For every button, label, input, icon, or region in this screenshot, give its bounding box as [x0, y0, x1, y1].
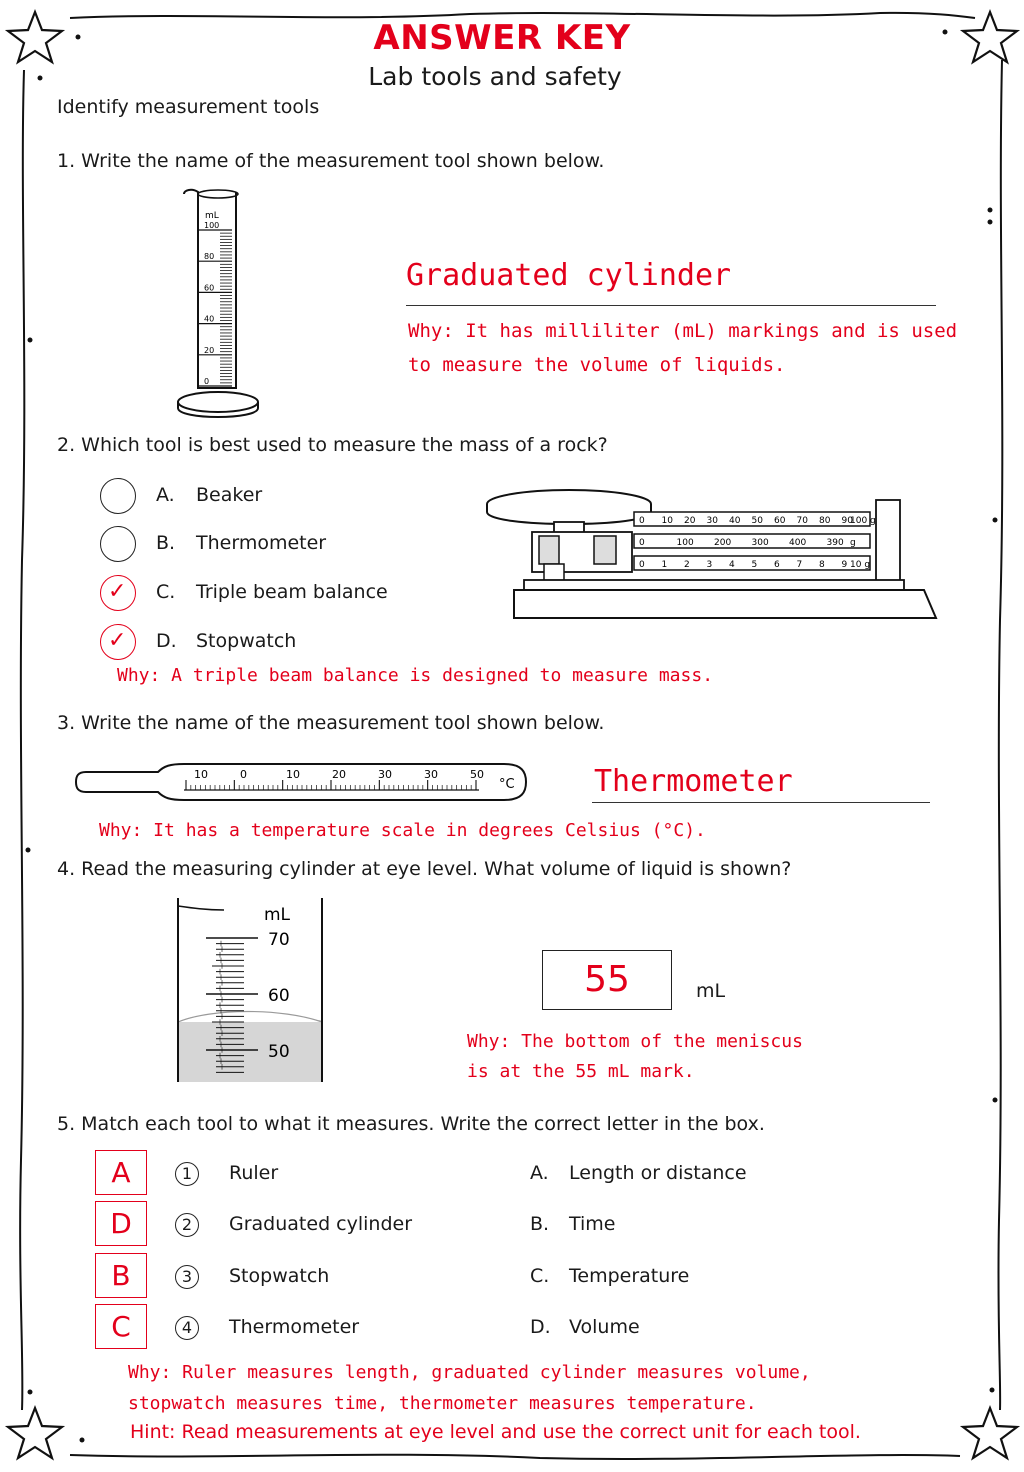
checkmark-icon: ✓: [108, 579, 127, 604]
cylinder-unit-label: mL: [205, 211, 219, 221]
cylinder-tick-label: 0: [204, 377, 210, 386]
triple-beam-balance-illustration: [484, 488, 940, 624]
beam-scale-label: 100 g: [850, 516, 876, 526]
thermometer-scale-label: 20: [332, 768, 346, 781]
q2-why: Why: A triple beam balance is designed to measure mass.: [117, 665, 714, 686]
cylinder-closeup-labels: [268, 930, 290, 1062]
answer-bubble[interactable]: [100, 478, 136, 514]
match-option-text: Temperature: [569, 1265, 690, 1287]
cylinder-tick-label: 100: [204, 221, 220, 230]
beam-scale-label: 0: [639, 560, 645, 570]
q4-answer-box: [542, 950, 672, 1010]
beam-scale-label: 7: [796, 560, 803, 570]
match-answer-box[interactable]: A: [95, 1150, 147, 1195]
beam-scale-label: 8: [819, 560, 825, 570]
option-text: Thermometer: [196, 532, 327, 554]
beam-scale-label: 3: [706, 560, 713, 570]
q2-prompt: 2. Which tool is best used to measure the mass of a rock?: [57, 434, 608, 456]
q5-why-line2: stopwatch measures time, thermometer measures temperature.: [128, 1393, 757, 1414]
cylinder-closeup-unit: mL: [264, 905, 291, 925]
item-number: 1: [175, 1162, 199, 1186]
cylinder-closeup-label: 50: [268, 1042, 290, 1062]
beam-scale-label: 90: [841, 516, 853, 526]
cylinder-tick-label: 60: [204, 283, 215, 293]
option-text: Triple beam balance: [196, 581, 388, 603]
tool-name: Graduated cylinder: [229, 1213, 413, 1235]
option-text: Stopwatch: [196, 630, 297, 652]
q3-answer-line: [592, 802, 930, 803]
cylinder-ticks: [198, 221, 232, 386]
beam-scale-label: 5: [751, 560, 758, 570]
match-option-letter: C.: [530, 1265, 550, 1287]
cylinder-tick-label: 40: [204, 314, 215, 324]
q1-why-line1: Why: It has milliliter (mL) markings and is used: [408, 320, 958, 342]
q1-why-line2: to measure the volume of liquids.: [408, 354, 786, 376]
item-number: 4: [175, 1316, 199, 1340]
match-answer-box[interactable]: B: [95, 1253, 147, 1298]
answer-bubble[interactable]: [100, 526, 136, 562]
thermometer-unit: °C: [499, 777, 515, 792]
thermometer-scale-label: 10: [194, 768, 208, 781]
beam-scale-label: 400: [789, 538, 807, 548]
beam-scale-label: 80: [819, 516, 831, 526]
cylinder-closeup-label: 70: [268, 930, 290, 950]
tool-name: Stopwatch: [229, 1265, 330, 1287]
beam-scale-label: 0: [639, 538, 645, 548]
q5-prompt: 5. Match each tool to what it measures. Write the correct letter in the box.: [57, 1113, 765, 1135]
option-text: Beaker: [196, 484, 263, 506]
tool-name: Ruler: [229, 1162, 279, 1184]
option-letter: B.: [156, 532, 176, 554]
beam-scale-label: 6: [774, 560, 780, 570]
section-heading: Identify measurement tools: [57, 96, 320, 118]
beam-scale-label: 40: [729, 516, 741, 526]
beam-scale-label: 60: [774, 516, 786, 526]
beam-scale-label: 30: [706, 516, 718, 526]
match-option-letter: D.: [530, 1316, 551, 1338]
q3-prompt: 3. Write the name of the measurement tool shown below.: [57, 712, 605, 734]
checkmark-icon: ✓: [108, 628, 127, 653]
option-letter: A.: [156, 484, 175, 506]
match-answer-box[interactable]: C: [95, 1304, 147, 1349]
q1-answer: Graduated cylinder: [406, 258, 732, 293]
item-number: 3: [175, 1265, 199, 1289]
thermometer-illustration: [74, 760, 530, 804]
beam-scale-label: 200: [714, 538, 732, 548]
thermometer-scale-label: 10: [286, 768, 300, 781]
match-option-text: Time: [569, 1213, 616, 1235]
beam-scale-label: 20: [684, 516, 696, 526]
match-option-letter: A.: [530, 1162, 549, 1184]
beam-scale-label: 10: [661, 516, 673, 526]
match-answer-box[interactable]: D: [95, 1201, 147, 1246]
q4-why-line1: Why: The bottom of the meniscus: [467, 1031, 803, 1052]
q3-why: Why: It has a temperature scale in degrees Celsius (°C).: [99, 820, 706, 841]
thermometer-scale-label: 0: [240, 768, 247, 781]
beam-scale-label: 300: [751, 538, 769, 548]
option-letter: D.: [156, 630, 177, 652]
match-option-text: Length or distance: [569, 1162, 747, 1184]
q1-answer-line: [406, 305, 936, 306]
match-option-letter: B.: [530, 1213, 550, 1235]
thermometer-scale-label: 50: [470, 768, 484, 781]
cylinder-tick-label: 20: [204, 345, 215, 355]
beam-scale-label: g: [850, 538, 856, 548]
item-number: 2: [175, 1213, 199, 1237]
beam-scale-label: 70: [796, 516, 808, 526]
graduated-cylinder-illustration: [170, 188, 270, 420]
hint-text: Hint: Read measurements at eye level and use the correct unit for each tool.: [130, 1421, 861, 1443]
q5-why-line1: Why: Ruler measures length, graduated cylinder measures volume,: [128, 1362, 811, 1383]
star-icon: [8, 12, 1017, 1458]
beam-scale-label: 1: [661, 560, 668, 570]
beam-scale-label: 390: [826, 538, 844, 548]
cylinder-tick-label: 80: [204, 252, 215, 262]
beam-scale-label: 100: [676, 538, 694, 548]
q4-why-line2: is at the 55 mL mark.: [467, 1061, 695, 1082]
answer-key-heading: ANSWER KEY: [373, 18, 631, 58]
page-title: Lab tools and safety: [368, 62, 622, 91]
q3-answer: Thermometer: [594, 764, 793, 799]
beam-scale-label: 2: [684, 560, 690, 570]
thermometer-scale-label: 30: [424, 768, 438, 781]
measuring-cylinder-closeup: [172, 896, 328, 1086]
cylinder-closeup-label: 60: [268, 986, 290, 1006]
answer-bubble[interactable]: [100, 624, 136, 660]
q4-answer-unit: mL: [696, 980, 726, 1002]
thermometer-scale-label: 30: [378, 768, 392, 781]
beam-scale-label: 10 g: [850, 560, 871, 570]
tool-name: Thermometer: [229, 1316, 360, 1338]
q4-prompt: 4. Read the measuring cylinder at eye level. What volume of liquid is shown?: [57, 858, 792, 880]
option-letter: C.: [156, 581, 176, 603]
answer-bubble[interactable]: [100, 575, 136, 611]
beam-scale-label: 9: [841, 560, 848, 570]
beam-scale-label: 50: [751, 516, 763, 526]
beam-scale-label: 4: [729, 560, 735, 570]
q4-answer: 55: [584, 959, 630, 1000]
match-option-text: Volume: [569, 1316, 640, 1338]
q1-prompt: 1. Write the name of the measurement tool shown below.: [57, 150, 605, 172]
beam-scale-label: 0: [639, 516, 645, 526]
